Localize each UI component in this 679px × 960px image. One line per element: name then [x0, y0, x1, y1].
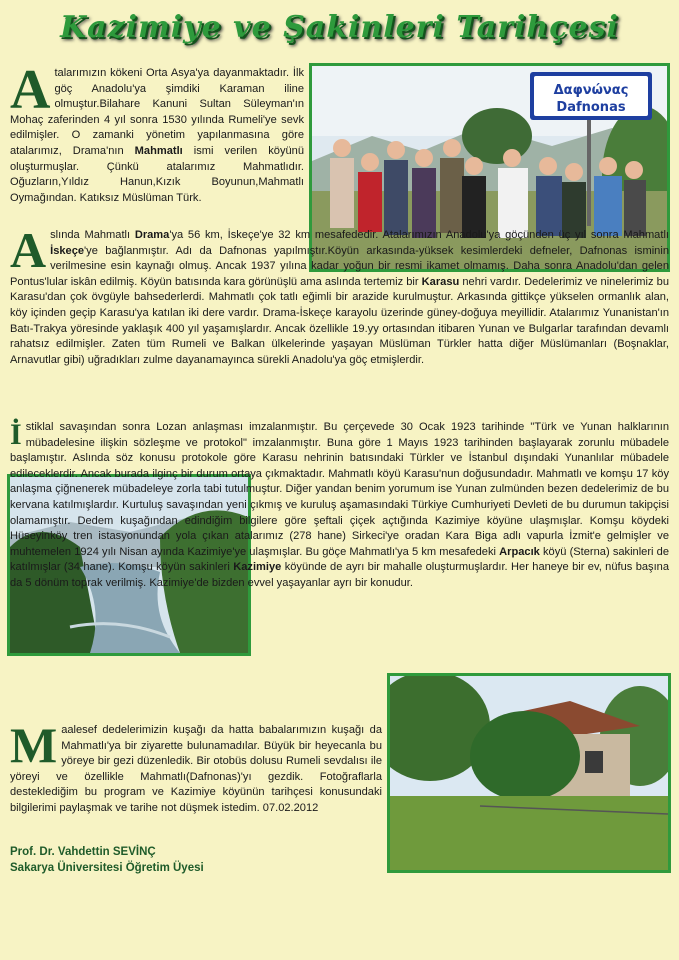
- paragraph-visit: Maalesef dedelerimizin kuşağı da hatta babalarımızın kuşağı da Mahmatlı'ya bir ziyarette bulunamadılar. Büyük bir heyecanla bu yöreye bir gezi düzenledik. Bir otobüs dolusu Rumeli sevdalısı ile yöreyi ve özellikle Mahmatlı(Dafnonas)'yı gezdik. Fotoğraflarla desteklediğim bu program ve Kazimiye köyünün tarihçesi konusundaki bilgilerimi paylaşmak ve tarihe not düşmek istedim. 07.02.2012: [10, 717, 382, 814]
- paragraph-origins: Atalarımızın kökeni Orta Asya'ya dayanmaktadır. İlk göç Anadolu'ya şimdiki Karaman iline olmuştur.Bilahare Kanuni Sultan Süleyman'ın Mohaç zaferinden 4 yıl sonra 1530 yılında Rumeli'ye sevk edilmişler. O zamanki yönetim yapılanmasına göre atalarımız, Drama'nın Mahmatlı ismi verilen köyünü oluşturmuşlar. Çünkü atalarımız Mahmatlıdır. Oğuzların,Yıldız Hanun,Kızık Boyunun,Mahmatlı Oymağından. Katıksız Müslüman Türk.: [10, 59, 305, 204]
- drop-cap: M: [10, 717, 58, 773]
- paragraph-exchange: İstiklal savaşından sonra Lozan anlaşması imzalanmıştır. Bu çerçevede 30 Ocak 1923 tarihinde "Türk ve Yunan halklarının mübadelesine ilişkin sözleşme ve protokol" imzalanmıştır. Buna göre 1 Mayıs 1923 tarihinden başlayarak zorunlu mübadele başlamıştır. Aslında söz konusu protokole göre Karasu nehrinin batısındaki Türkler ve İstanbul dışındaki Yunanlılar mübadele edileceklerdir. Ancak burada ilginç bir durum ortaya çıkmaktadır. Mahmatlı köyü Karasu'nun doğusundadır. Mahmatlı ve komşu 17 köy anlaşma çiğnenerek mübadeleye zorla tabi tutulmuştur. Diğer yandan benim yorumum ise Yunan zulmünden bezen dedelerimiz de bu kervana katılmışlardır. Kurtuluş savaşından yeni çıkmış ve kuruluş aşamasındaki Türkiye Cumhuriyeti Devleti de bu durumun takipçisi olamamıştır. Dedem kuşağından edindiğim bilgilere göre şeftali çiçek açtığında Kazimiye köyüne ulaşmışlar. Komşu köydeki Hüseyinköy tren istasyonundan yola çıkan atalarımız (278 hane) Sirkeci'ye oradan Kara Biga adlı vapurla İzmit'e gelmişler ve muhtemelen 1924 yılı Nisan ayında Kazimiye'ye ulaşmışlar. Bu göçe Mahmatlı'ya 5 km mesafedeki Arpacık köyü (Sterna) sakinleri de katılmışlar (34 hane). Komşu köyün sakinleri Kazimiye köyünde de ayrı bir mahalle oluşturmuşlardır. Her haneye bir ev, nüfus başına da 5 dönüm toprak verilmiş. Kazimiye'de bizden evvel yaşayanlar ayrı bir konudur.: [10, 418, 669, 589]
- house-photo: [387, 673, 671, 873]
- drop-cap: İ: [10, 418, 22, 451]
- author-name: Prof. Dr. Vahdettin SEVİNÇ: [10, 846, 156, 858]
- page-title: Kazimiye ve Şakinleri Tarihçesi: [60, 10, 619, 45]
- paragraph-mahmatli: Aslında Mahmatlı Drama'ya 56 km, İskeçe'ye 32 km mesafededir. Atalarımızın Anadolu'ya göçünden üç yıl sonra Mahmatlı İskeçe'ye bağlanmıştır. Adı da Dafnonas yapılmıştır.Köyün arkasında-yüksek kesimlerdeki defneler, Dafnonas isminin verilmesine esin kaynağı olmuş. Ancak 1937 yılına kadar yoğun bir resmi ikamet olmamış. Daha sonra Anadolu'dan gelen Pontus'lular iskân edilmiş. Köyün batısında kara görünüşlü ama aslında tertemiz bir Karasu nehri vardır. Dedelerimiz ve ninelerimiz bu Karasu'dan çok övgüyle bahsederlerdi. Mahmatlı çok tatlı eğimli bir arazide kurulmuştur. Arkasında gittikçe yükselen ormanlık alan, köy içinden geçip Karasu'ya katılan iki dere vardır. Drama-İskeçe karayolu üzerinde güney-doğuya meyillidir. Atalarımız Yunanistan'ın Batı-Trakya yöresinde yaklaşık 400 yıl yaşamışlardır. Ancak özellikle 19.yy ortasından itibaren Yunan ve Bulgarlar tarafından devamlı rahatsız edilmişler. Zaten tüm Rumeli ve Balkan ülkelerinde yaşayan Müslüman Türkler hatta diğer Müslümanları (Boşnaklar, Arnavutlar gibi) uğradıkları zulme dayanamayınca sürekli Anadolu'ya göç etmişlerdir.: [10, 222, 669, 366]
- drop-cap: A: [10, 59, 51, 121]
- drop-cap: A: [10, 222, 47, 278]
- sign-greek: Δαφνώνας: [553, 83, 629, 98]
- author-affiliation: Sakarya Üniversitesi Öğretim Üyesi: [10, 862, 204, 874]
- sign-latin: Dafnonas: [556, 100, 626, 115]
